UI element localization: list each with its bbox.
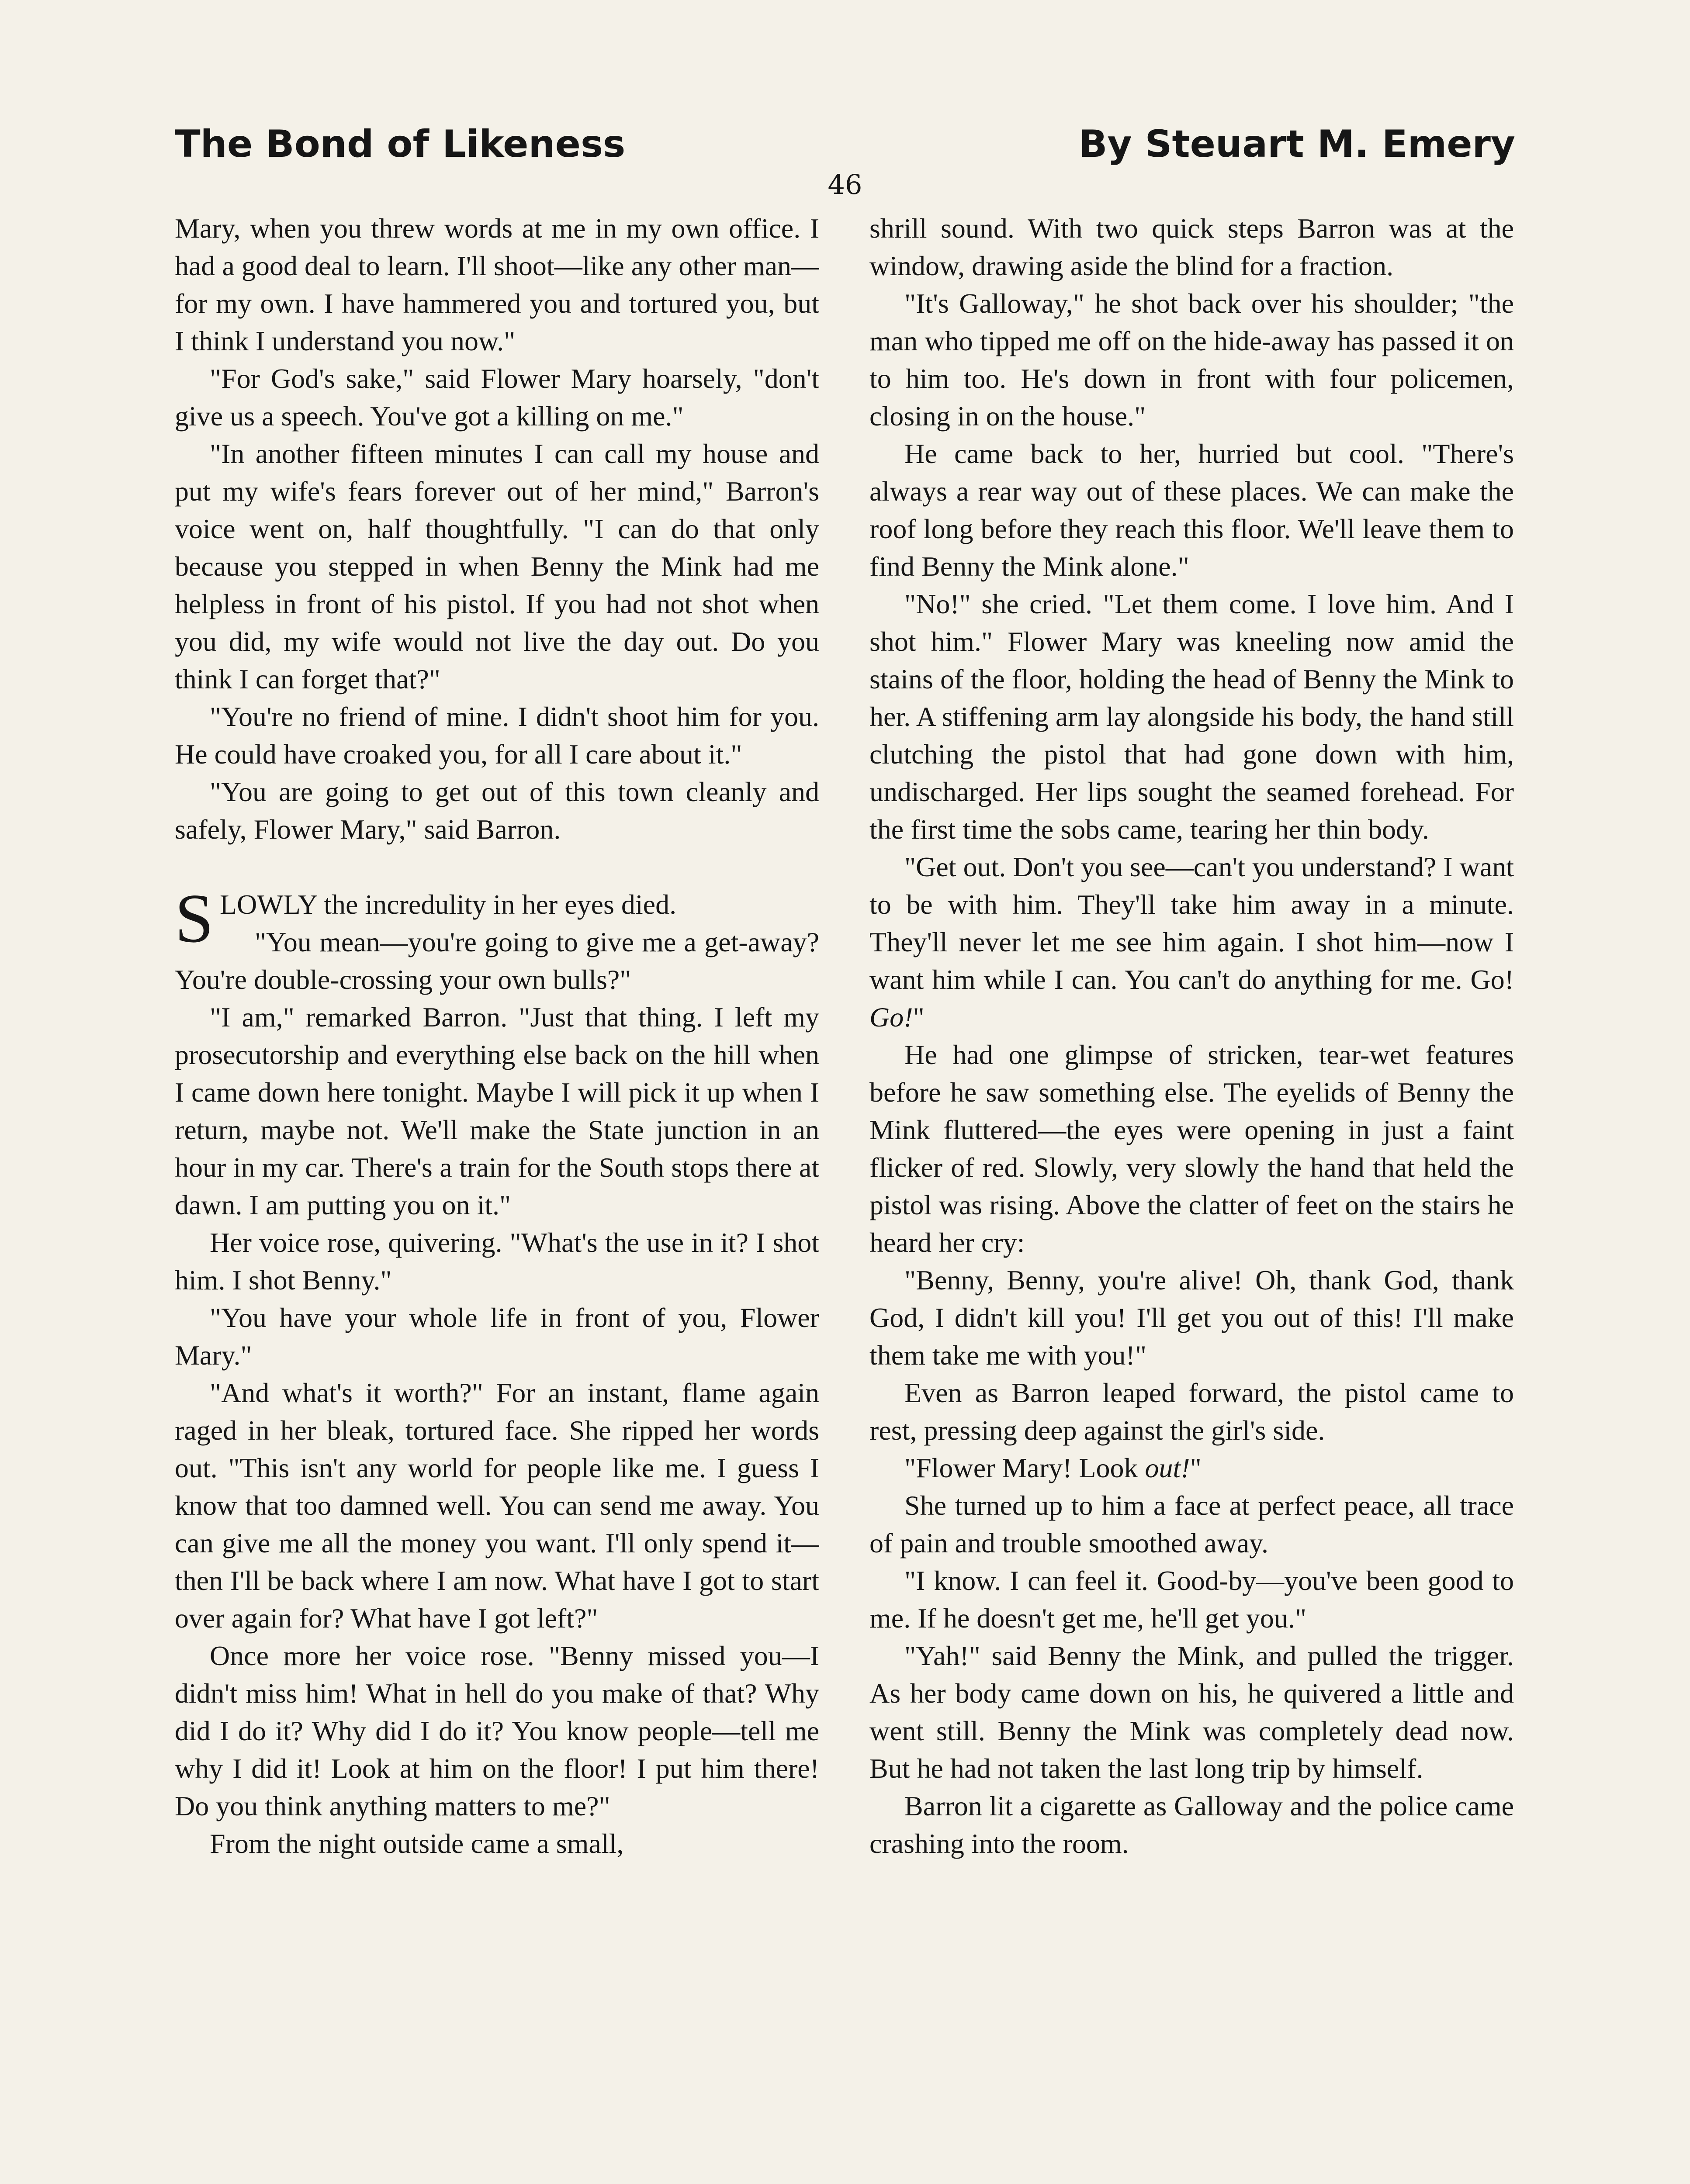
paragraph-text: " — [913, 1002, 925, 1033]
paragraph: He came back to her, hurried but cool. "There's always a rear way out of these places. We can make the roof long before they reach this floor. We'll leave them to find Benny the Mink alone." — [869, 438, 1514, 582]
paragraph: "Benny, Benny, you're alive! Oh, thank God, thank God, I didn't kill you! I'll get you out of this! I'll make them take me with you!" — [869, 1265, 1514, 1371]
paragraph: "It's Galloway," he shot back over his shoulder; "the man who tipped me off on the hide-away has passed it on to him too. He's down in front with four policemen, closing in on the house." — [869, 288, 1514, 432]
paragraph — [869, 1449, 1514, 1487]
paragraph-text: " — [1190, 1452, 1202, 1483]
page-number: 46 — [828, 169, 862, 200]
paragraph: Once more her voice rose. "Benny missed you—I didn't miss him! What in hell do you make of that? Why did I do it? Why did I do it? You know people—tell me why I did it! Look at him on the floor! I put him there! Do you think anything matters to me?" — [175, 1640, 819, 1821]
section-break — [175, 848, 819, 886]
paragraph: From the night outside came a small, — [210, 1828, 624, 1859]
paragraph: "In another fifteen minutes I can call my house and put my wife's fears forever out of her mind," Barron's voice went on, half thoughtfully. "I can do that only because you stepped in when Benny the Mink had me helpless in front of his pistol. If you had not shot when you did, my wife would not live the day out. Do you think I can forget that?" — [175, 438, 819, 695]
paragraph: "I am," remarked Barron. "Just that thing. I left my prosecutorship and everything else back on the hill when I came down here tonight. Maybe I will pick it up when I return, maybe not. We'll make the State junction in an hour in my car. There's a train for the South stops there at dawn. I am putting you on it." — [175, 1002, 819, 1220]
emphasis-text: Go! — [869, 1002, 913, 1033]
paragraph-text: "Flower Mary! Look — [904, 1452, 1145, 1483]
paragraph-text: LOWLY the incredulity in her eyes died. — [219, 889, 677, 920]
paragraph: Even as Barron leaped forward, the pistol came to rest, pressing deep against the girl's side. — [869, 1377, 1514, 1446]
paragraph: "You mean—you're going to give me a get-away? You're double-crossing your own bulls?" — [175, 926, 819, 995]
paragraph: Her voice rose, quivering. "What's the use in it? I shot him. I shot Benny." — [175, 1227, 819, 1296]
paragraph: "You have your whole life in front of you, Flower Mary." — [175, 1302, 819, 1371]
paragraph: "You're no friend of mine. I didn't shoot him for you. He could have croaked you, for all I care about it." — [175, 701, 819, 770]
story-title: The Bond of Likeness — [175, 122, 626, 166]
emphasis-text: out! — [1145, 1452, 1190, 1483]
paragraph: "You are going to get out of this town cleanly and safely, Flower Mary," said Barron. — [175, 776, 819, 845]
paragraph — [869, 848, 1514, 1036]
paragraph-text: "Get out. Don't you see—can't you understand? I want to be with him. They'll take him away in a minute. They'll never let me see him again. I shot him—now I want him while I can. You can't do anything for me. Go! — [869, 851, 1514, 995]
paragraph: "I know. I can feel it. Good-by—you've been good to me. If he doesn't get me, he'll get you." — [869, 1565, 1514, 1634]
paragraph: She turned up to him a face at perfect peace, all trace of pain and trouble smoothed away. — [869, 1490, 1514, 1559]
paragraph: Mary, when you threw words at me in my own office. I had a good deal to learn. I'll shoot—like any other man—for my own. I have hammered you and tortured you, but I think I understand you now." — [175, 213, 819, 356]
story-byline: By Steuart M. Emery — [1079, 122, 1515, 166]
paragraph: Barron lit a cigarette as Galloway and the police came crashing into the room. — [869, 1790, 1514, 1859]
paragraph: "For God's sake," said Flower Mary hoarsely, "don't give us a speech. You've got a killing on me." — [175, 363, 819, 432]
text-column-right — [869, 210, 1514, 2184]
paragraph: "No!" she cried. "Let them come. I love him. And I shot him." Flower Mary was kneeling now amid the stains of the floor, holding the head of Benny the Mink to her. A stiffening arm lay alongside his body, the hand still clutching the pistol that had gone down with him, undischarged. Her lips sought the seamed forehead. For the first time the sobs came, tearing her thin body. — [869, 588, 1514, 845]
paragraph: "Yah!" said Benny the Mink, and pulled the trigger. As her body came down on his, he quivered a little and went still. Benny the Mink was completely dead now. But he had not taken the last long trip by himself. — [869, 1640, 1514, 1784]
section-opening-paragraph — [175, 879, 819, 957]
drop-cap: S — [175, 879, 214, 957]
paragraph: "And what's it worth?" For an instant, flame again raged in her bleak, tortured face. She ripped her words out. "This isn't any world for people like me. I guess I know that too damned well. You can send me away. You can give me all the money you want. I'll only spend it—then I'll be back where I am now. What have I got to start over again for? What have I got left?" — [175, 1377, 819, 1634]
text-column-left — [175, 210, 819, 2184]
paragraph: He had one glimpse of stricken, tear-wet features before he saw something else. The eyelids of Benny the Mink fluttered—the eyes were opening in just a faint flicker of red. Slowly, very slowly the hand that held the pistol was rising. Above the clatter of feet on the stairs he heard her cry: — [869, 1039, 1514, 1258]
paragraph: shrill sound. With two quick steps Barron was at the window, drawing aside the blind for a fraction. — [869, 213, 1514, 281]
